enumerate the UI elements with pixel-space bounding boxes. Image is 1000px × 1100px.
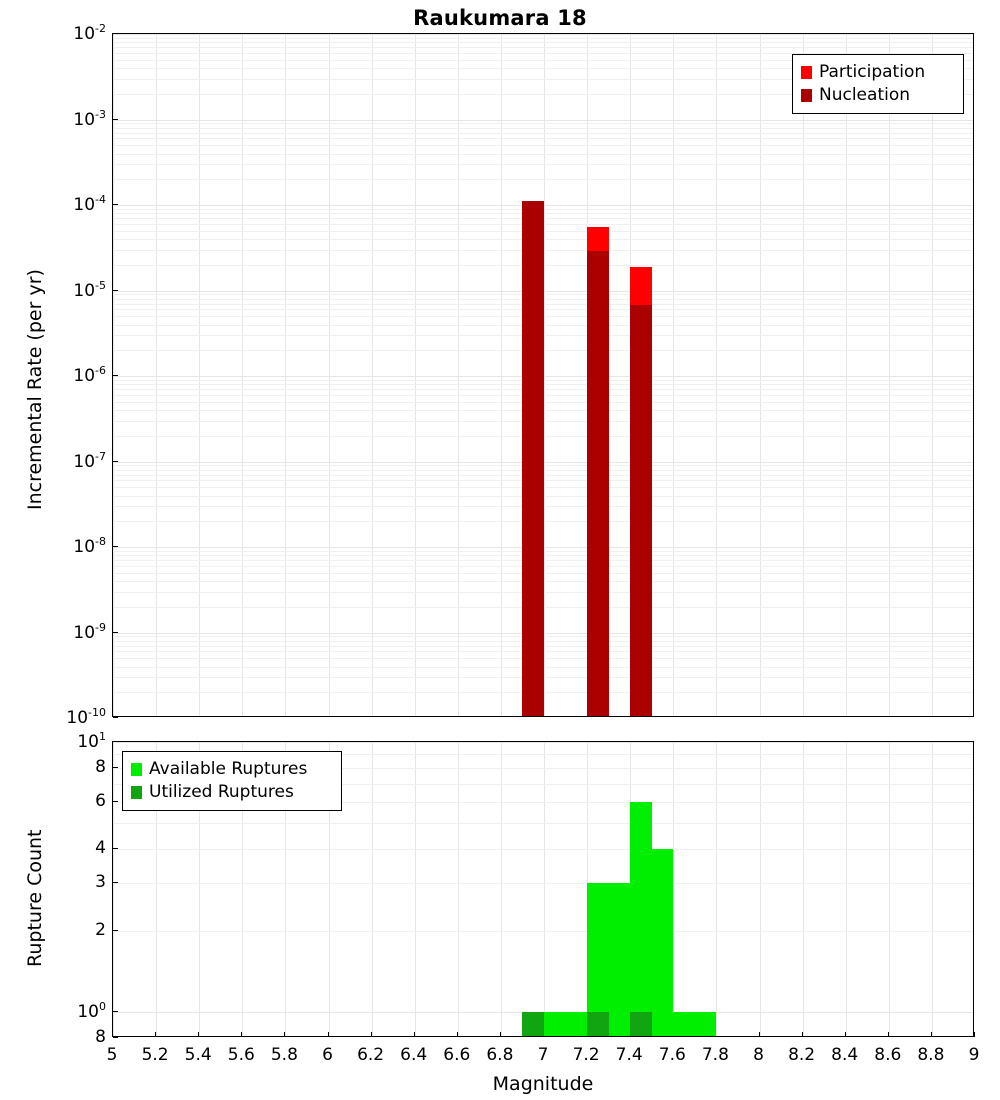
gridline-vertical [329,34,330,716]
bar-available-ruptures [673,1012,695,1037]
y-tick-label-bottom: 4 [95,838,106,859]
gridline-vertical [932,34,933,716]
gridline-horizontal [113,742,973,743]
gridline-horizontal [113,133,973,134]
x-tick-mark [845,1032,846,1037]
y-tick-label-bottom: 8 [95,757,106,778]
gridline-vertical [932,742,933,1036]
gridline-horizontal [113,128,973,129]
x-tick-mark [759,1032,760,1037]
gridline-vertical [415,34,416,716]
legend-item [801,61,954,84]
x-tick-mark [974,1032,975,1037]
x-tick-label: 5.8 [270,1045,298,1065]
x-tick-label: 6 [322,1045,333,1065]
x-tick-mark [457,1032,458,1037]
bar-available-ruptures [544,1012,566,1037]
x-tick-mark [241,1032,242,1037]
gridline-vertical [673,742,674,1036]
y-tick-mark [113,33,118,34]
legend-item [131,758,332,781]
gridline-horizontal [113,145,973,146]
y-tick-mark [113,632,118,633]
gridline-vertical [544,34,545,716]
legend-swatch-icon [131,786,142,799]
gridline-horizontal [113,38,973,39]
x-tick-mark [198,1032,199,1037]
bar-nucleation [630,305,652,717]
gridline-vertical [673,34,674,716]
gridline-horizontal [113,931,973,932]
gridline-vertical [846,742,847,1036]
y-tick-label-bottom: $10^1$ [77,730,106,752]
legend-item [131,781,332,804]
y-tick-mark [113,1011,118,1012]
bar-utilized-ruptures [522,1012,544,1037]
x-tick-mark [500,1032,501,1037]
x-tick-label: 8.6 [874,1045,902,1065]
y-axis-title-top: Incremental Rate (per yr) [24,269,46,510]
gridline-vertical [372,34,373,716]
x-tick-mark [414,1032,415,1037]
x-tick-mark [371,1032,372,1037]
bar-utilized-ruptures [630,1012,652,1037]
legend-swatch-icon [131,763,142,776]
incremental-rate-plot [112,33,974,717]
gridline-vertical [285,34,286,716]
y-tick-label-top: $10^{-4}$ [73,193,106,215]
y-tick-label-top: $10^{-2}$ [73,22,106,44]
y-tick-mark [113,848,118,849]
gridline-vertical [199,34,200,716]
bar-available-ruptures [630,802,652,1037]
bar-available-ruptures [566,1012,588,1037]
gridline-vertical [846,34,847,716]
y-tick-mark [113,290,118,291]
bar-available-ruptures [609,883,631,1037]
gridline-vertical [458,34,459,716]
gridline-vertical [113,742,114,1036]
x-tick-mark [888,1032,889,1037]
y-axis-title-bottom: Rupture Count [24,829,46,967]
x-tick-label: 8 [753,1045,764,1065]
y-tick-label-top: $10^{-9}$ [73,620,106,643]
x-tick-label: 5.2 [141,1045,169,1065]
x-tick-mark [112,1032,113,1037]
gridline-vertical [716,742,717,1036]
x-tick-mark [931,1032,932,1037]
y-tick-mark [113,461,118,462]
x-tick-label: 6.6 [443,1045,471,1065]
gridline-horizontal [113,823,973,824]
gridline-horizontal [113,849,973,850]
y-tick-label-top: $10^{-7}$ [73,449,106,472]
y-tick-mark [113,741,118,742]
legend-bottom [122,751,342,811]
legend-label: Participation [819,62,926,82]
gridline-horizontal [113,138,973,139]
page-title: Raukumara 18 [413,6,587,30]
y-tick-mark [113,801,118,802]
legend-label: Nucleation [819,85,911,105]
y-tick-label-bottom: 8 [95,1027,106,1047]
y-tick-label-top: $10^{-8}$ [73,535,106,557]
y-tick-mark [113,119,118,120]
x-tick-mark [284,1032,285,1037]
x-tick-label: 8.2 [788,1045,816,1065]
bar-nucleation [587,251,609,717]
bar-available-ruptures [695,1012,717,1037]
x-tick-label: 9 [968,1045,980,1065]
x-tick-mark [328,1032,329,1037]
x-tick-label: 5.4 [184,1045,212,1065]
x-tick-label: 6.4 [400,1045,428,1065]
x-tick-label: 7.6 [658,1045,686,1065]
y-tick-mark [113,204,118,205]
gridline-horizontal [113,47,973,48]
x-tick-label: 5.6 [227,1045,255,1065]
y-tick-mark [113,1037,118,1038]
legend-label: Utilized Ruptures [149,782,294,802]
y-tick-label-bottom: $10^0$ [77,1000,106,1022]
gridline-horizontal [113,154,973,155]
gridline-vertical [458,742,459,1036]
legend-label: Available Ruptures [149,759,308,779]
x-tick-label: 6.2 [357,1045,385,1065]
gridline-horizontal [113,120,973,121]
x-tick-label: 7 [537,1045,549,1065]
legend-swatch-icon [801,89,812,102]
x-tick-label: 7.4 [615,1045,643,1065]
y-tick-label-top: $10^{-3}$ [73,107,106,130]
y-tick-mark [113,717,118,718]
bar-utilized-ruptures [587,1012,609,1037]
y-tick-label-top: $10^{-5}$ [73,278,106,301]
gridline-horizontal [113,164,973,165]
gridline-vertical [803,34,804,716]
legend-item [801,84,954,107]
gridline-vertical [242,34,243,716]
y-tick-mark [113,767,118,768]
gridline-vertical [803,742,804,1036]
gridline-horizontal [113,883,973,884]
legend-swatch-icon [801,66,812,79]
x-tick-label: 7.8 [701,1045,729,1065]
x-tick-label: 6.8 [486,1045,514,1065]
gridline-horizontal [113,123,973,124]
bar-available-ruptures [652,849,674,1037]
x-tick-label: 8.8 [917,1045,945,1065]
gridline-horizontal [113,179,973,180]
gridline-horizontal [113,34,973,35]
gridline-vertical [156,34,157,716]
gridline-vertical [544,742,545,1036]
y-tick-label-bottom: 6 [95,790,106,811]
gridline-vertical [889,742,890,1036]
gridline-vertical [760,742,761,1036]
gridline-vertical [501,742,502,1036]
y-tick-mark [113,546,118,547]
y-tick-label-bottom: 3 [95,872,106,893]
y-tick-label-top: $10^{-10}$ [66,706,106,728]
gridline-vertical [716,34,717,716]
y-tick-mark [113,882,118,883]
gridline-vertical [415,742,416,1036]
x-tick-label: 8.4 [831,1045,859,1065]
gridline-horizontal [113,42,973,43]
gridline-vertical [501,34,502,716]
x-tick-mark [802,1032,803,1037]
y-tick-label-top: $10^{-6}$ [73,364,106,386]
bar-nucleation [522,201,544,717]
gridline-vertical [372,742,373,1036]
x-tick-label: 7.2 [572,1045,600,1065]
legend-top [792,54,964,114]
gridline-vertical [760,34,761,716]
y-tick-label-bottom: 2 [95,919,106,940]
y-tick-mark [113,930,118,931]
gridline-vertical [889,34,890,716]
x-tick-mark [155,1032,156,1037]
x-tick-label: 5 [106,1045,118,1065]
x-axis-title: Magnitude [492,1073,594,1095]
y-tick-mark [113,375,118,376]
